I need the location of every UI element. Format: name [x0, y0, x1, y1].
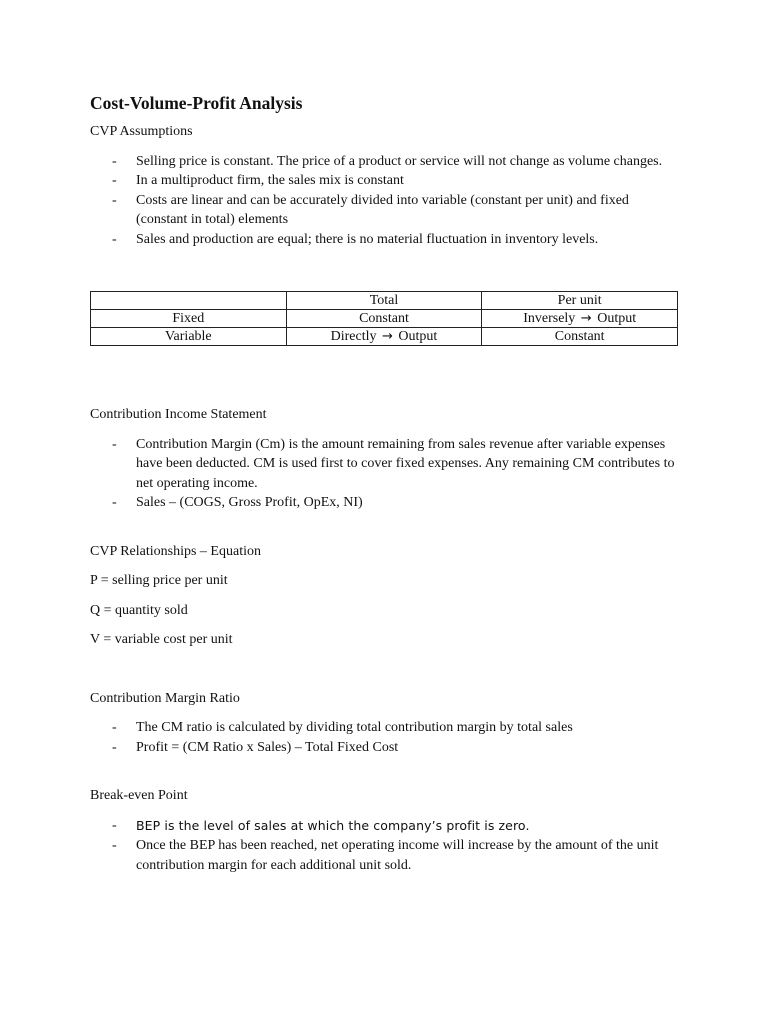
table-cell: Fixed	[91, 310, 287, 328]
list-item: - The CM ratio is calculated by dividing total contribution margin by total sales	[90, 718, 676, 738]
table-cell: Constant	[482, 328, 678, 346]
bullet-dash: -	[112, 817, 117, 833]
list-item: - Costs are linear and can be accurately divided into variable (constant per unit) and fixed (constant in total) elements	[112, 192, 629, 227]
list-item: - Profit = (CM Ratio x Sales) – Total Fixed Cost	[90, 738, 676, 758]
cm-ratio-heading: Contribution Margin Ratio	[90, 690, 240, 706]
table-cell: Directly → Output	[286, 328, 482, 346]
arrow-right-icon: →	[382, 329, 393, 344]
list-item: - Once the BEP has been reached, net operating income will increase by the amount of the unit contribution margin for each additional unit sold.	[112, 838, 659, 873]
bullet-dash: -	[112, 739, 117, 755]
list-item: - Contribution Margin (Cm) is the amount remaining from sales revenue after variable expenses have been deducted. CM is used first to cover fixed expenses. Any remaining CM contributes to net operating income.	[112, 436, 675, 491]
table-cell: Constant	[286, 310, 482, 328]
bullet-dash: -	[112, 720, 117, 735]
bullet-dash: -	[112, 436, 117, 452]
relationships-heading: CVP Relationships – Equation	[90, 543, 261, 559]
list-item: - Selling price is constant. The price of a product or service will not change as volume changes.	[90, 152, 676, 172]
cm-ratio-list	[90, 718, 690, 757]
bullet-dash: -	[112, 153, 117, 169]
bullet-dash: -	[112, 495, 117, 510]
breakeven-heading: Break-even Point	[90, 788, 188, 803]
table-header-row	[91, 292, 678, 310]
bullet-dash: -	[112, 173, 117, 188]
table-row	[91, 310, 678, 328]
arrow-right-icon: →	[580, 311, 592, 326]
list-item: - BEP is the level of sales at which the company’s profit is zero.	[90, 816, 676, 837]
table-row	[91, 328, 678, 346]
assumptions-list	[90, 152, 690, 250]
equation-line: V = variable cost per unit	[90, 632, 233, 647]
bullet-dash: -	[112, 231, 117, 247]
breakeven-list	[90, 816, 690, 876]
contribution-list	[90, 435, 690, 513]
contribution-heading: Contribution Income Statement	[90, 407, 267, 422]
equation-line: Q = quantity sold	[90, 602, 188, 618]
assumptions-heading: CVP Assumptions	[90, 124, 193, 139]
list-item: - Sales and production are equal; there is no material fluctuation in inventory levels.	[90, 230, 676, 250]
list-item: - In a multiproduct firm, the sales mix is constant	[90, 171, 676, 191]
bullet-dash: -	[112, 838, 117, 853]
table-header-cell	[91, 292, 287, 310]
table-cell: Variable	[91, 328, 287, 346]
document-page	[90, 91, 690, 875]
table-cell: Inversely → Output	[482, 310, 678, 328]
document-title: Cost-Volume-Profit Analysis	[90, 93, 303, 113]
table-header-cell: Per unit	[482, 292, 678, 310]
table-header-cell: Total	[286, 292, 482, 310]
cost-behavior-table	[90, 291, 678, 346]
equation-line: P = selling price per unit	[90, 573, 228, 588]
list-item: - Sales – (COGS, Gross Profit, OpEx, NI)	[90, 493, 676, 513]
bullet-dash: -	[112, 192, 117, 208]
